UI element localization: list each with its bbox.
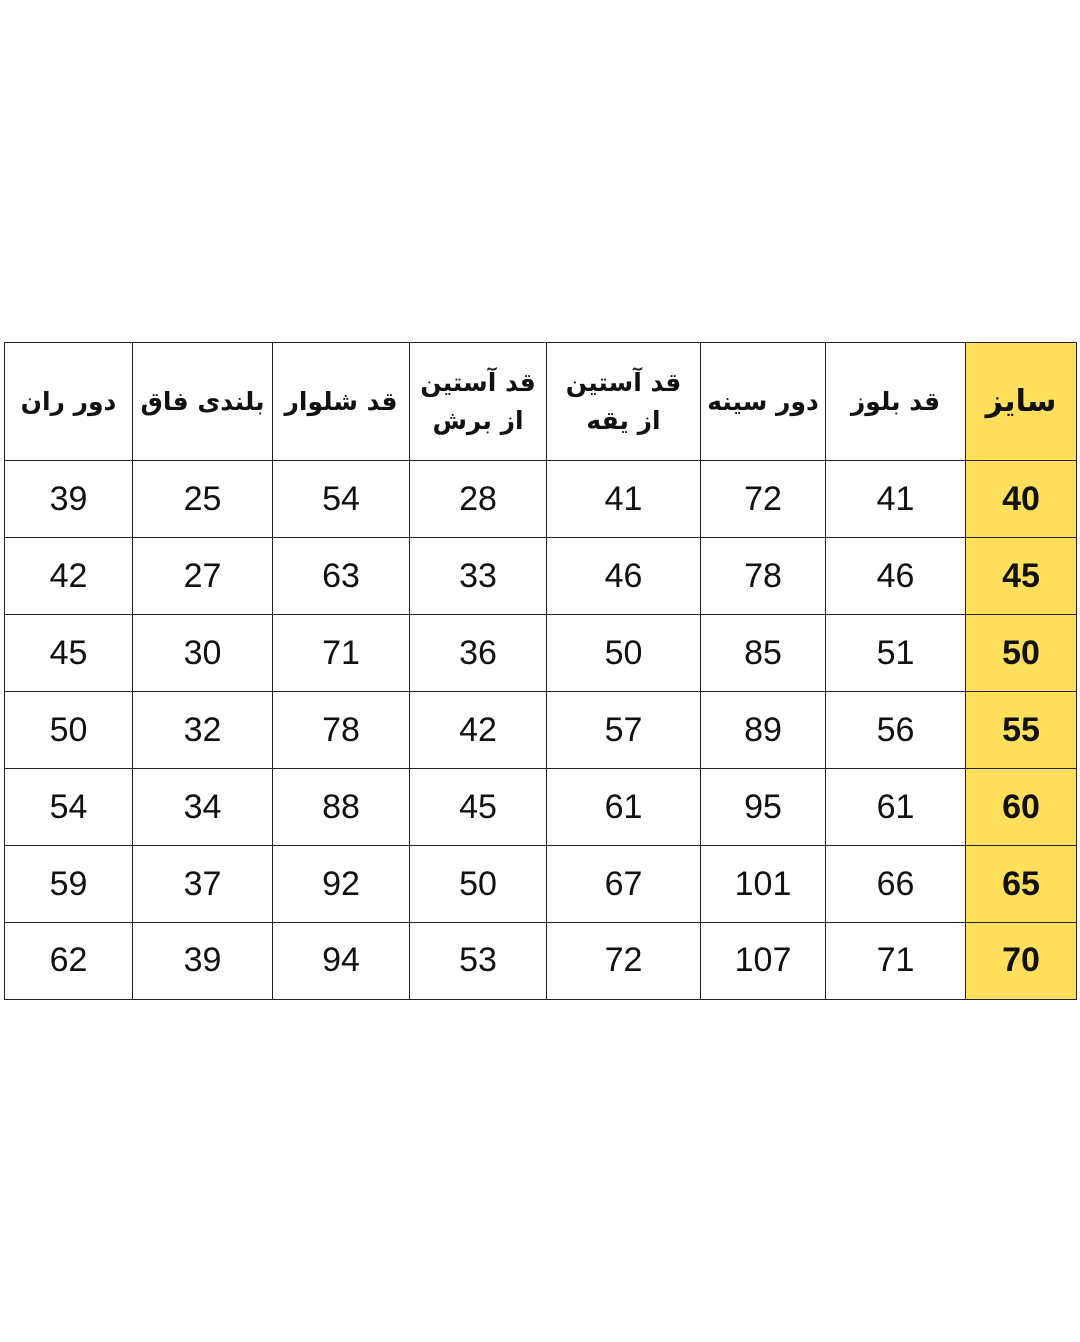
table-cell: 33 (410, 538, 547, 615)
table-row (5, 461, 1077, 538)
header-sleeve-length-from-cut: قد آستین از برش (410, 343, 547, 461)
size-cell: 60 (966, 769, 1077, 846)
table-row (5, 846, 1077, 923)
table-cell: 92 (273, 846, 410, 923)
table-row (5, 922, 1077, 999)
header-pants-length: قد شلوار (273, 343, 410, 461)
table-cell: 36 (410, 615, 547, 692)
table-cell: 89 (701, 692, 826, 769)
size-cell: 45 (966, 538, 1077, 615)
table-cell: 59 (5, 846, 133, 923)
table-cell: 45 (410, 769, 547, 846)
table-cell: 32 (133, 692, 273, 769)
table-cell: 94 (273, 922, 410, 999)
table-cell: 42 (5, 538, 133, 615)
header-size: سایز (966, 343, 1077, 461)
table-cell: 107 (701, 922, 826, 999)
table-cell: 37 (133, 846, 273, 923)
table-cell: 56 (826, 692, 966, 769)
table-cell: 27 (133, 538, 273, 615)
table-cell: 34 (133, 769, 273, 846)
table-cell: 78 (701, 538, 826, 615)
size-cell: 55 (966, 692, 1077, 769)
size-cell: 50 (966, 615, 1077, 692)
table-cell: 39 (5, 461, 133, 538)
table-cell: 46 (826, 538, 966, 615)
table-cell: 30 (133, 615, 273, 692)
size-chart-table (4, 342, 1077, 1000)
table-cell: 54 (273, 461, 410, 538)
table-cell: 51 (826, 615, 966, 692)
table-cell: 72 (547, 922, 701, 999)
table-cell: 85 (701, 615, 826, 692)
table-cell: 50 (410, 846, 547, 923)
header-row (5, 343, 1077, 461)
table-row (5, 538, 1077, 615)
table-cell: 63 (273, 538, 410, 615)
table-cell: 53 (410, 922, 547, 999)
table-cell: 50 (547, 615, 701, 692)
size-cell: 40 (966, 461, 1077, 538)
table-row (5, 692, 1077, 769)
table-cell: 67 (547, 846, 701, 923)
header-thigh-circumference: دور ران (5, 343, 133, 461)
table-cell: 61 (547, 769, 701, 846)
table-cell: 50 (5, 692, 133, 769)
table-cell: 45 (5, 615, 133, 692)
table-cell: 95 (701, 769, 826, 846)
table-cell: 88 (273, 769, 410, 846)
table-cell: 41 (826, 461, 966, 538)
table-cell: 62 (5, 922, 133, 999)
header-blouse-length: قد بلوز (826, 343, 966, 461)
table-cell: 42 (410, 692, 547, 769)
table-cell: 71 (826, 922, 966, 999)
table-cell: 71 (273, 615, 410, 692)
table-cell: 57 (547, 692, 701, 769)
table-row (5, 769, 1077, 846)
table-cell: 39 (133, 922, 273, 999)
table-cell: 61 (826, 769, 966, 846)
header-chest-circumference: دور سینه (701, 343, 826, 461)
header-sleeve-length-from-collar: قد آستین از یقه (547, 343, 701, 461)
table-cell: 28 (410, 461, 547, 538)
size-cell: 65 (966, 846, 1077, 923)
table-cell: 54 (5, 769, 133, 846)
table-cell: 46 (547, 538, 701, 615)
table-cell: 25 (133, 461, 273, 538)
table-cell: 101 (701, 846, 826, 923)
table-cell: 72 (701, 461, 826, 538)
header-rise-height: بلندی فاق (133, 343, 273, 461)
table-cell: 66 (826, 846, 966, 923)
table-row (5, 615, 1077, 692)
table-cell: 78 (273, 692, 410, 769)
size-cell: 70 (966, 922, 1077, 999)
table-cell: 41 (547, 461, 701, 538)
